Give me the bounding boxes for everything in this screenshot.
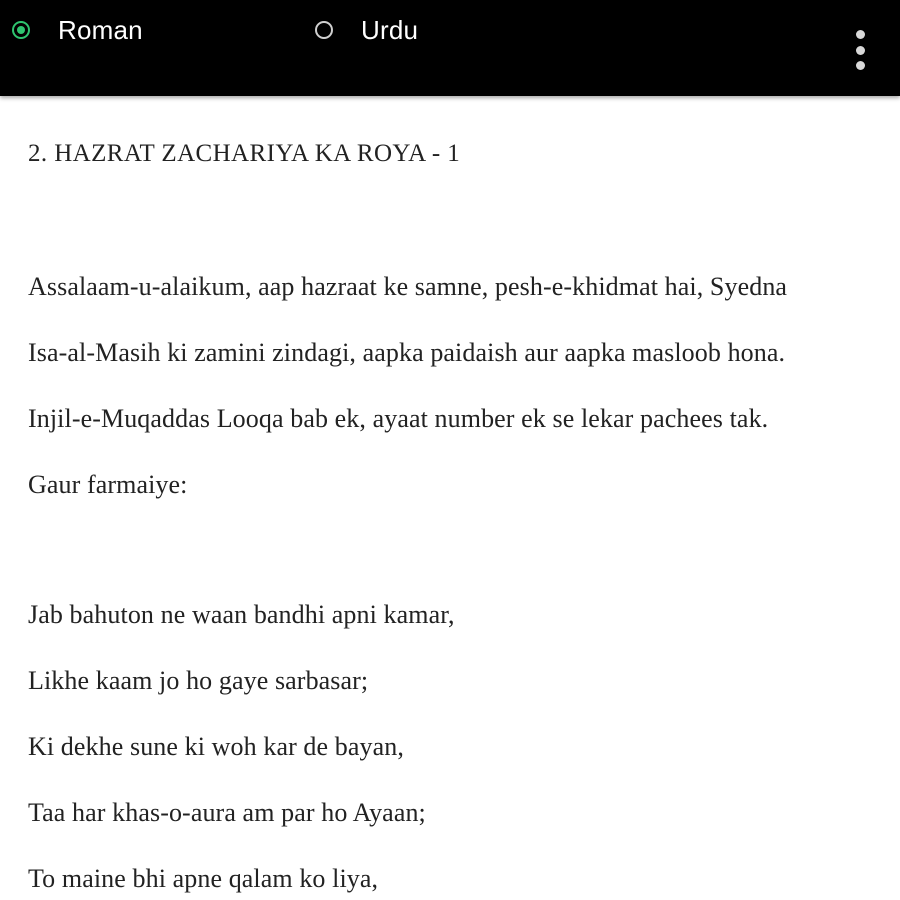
radio-urdu[interactable] <box>315 12 418 48</box>
radio-urdu-label: Urdu <box>361 14 419 45</box>
radio-checked-icon[interactable] <box>12 21 30 39</box>
intro-line: Isa-al-Masih ki zamini zindagi, aapka paidaish aur aapka masloob hona. <box>28 338 786 367</box>
radio-unchecked-icon[interactable] <box>315 21 333 39</box>
verse-line: Ki dekhe sune ki woh kar de bayan, <box>28 732 404 761</box>
intro-line: Assalaam-u-alaikum, aap hazraat ke samne, pesh-e-khidmat hai, Syedna <box>28 272 788 301</box>
radio-roman-label: Roman <box>58 14 143 45</box>
radio-roman[interactable] <box>12 12 143 48</box>
verse-line: Taa har khas-o-aura am par ho Ayaan; <box>28 798 426 827</box>
intro-line: Injil-e-Muqaddas Looqa bab ek, ayaat number ek se lekar pachees tak. <box>28 404 769 433</box>
overflow-menu-icon[interactable] <box>850 30 870 70</box>
intro-line: Gaur farmaiye: <box>28 470 188 499</box>
verse-line: Likhe kaam jo ho gaye sarbasar; <box>28 666 369 695</box>
top-toolbar <box>0 0 900 96</box>
chapter-title: 2. HAZRAT ZACHARIYA KA ROYA - 1 <box>28 140 461 167</box>
verse-line: To maine bhi apne qalam ko liya, <box>28 864 379 893</box>
verse-line: Jab bahuton ne waan bandhi apni kamar, <box>28 600 455 629</box>
